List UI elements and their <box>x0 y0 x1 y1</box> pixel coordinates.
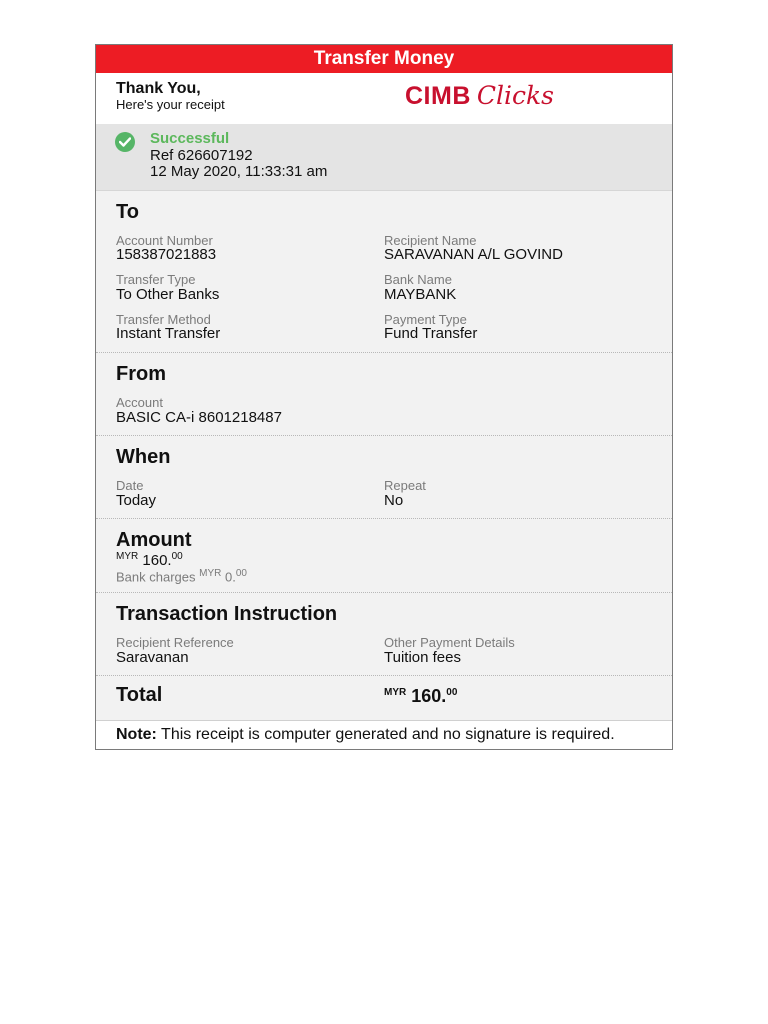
bank-name-label: Bank Name <box>384 272 452 287</box>
status-block <box>96 124 672 191</box>
from-account-label: Account <box>116 395 163 410</box>
transfer-type-value: To Other Banks <box>116 286 220 303</box>
account-number-label: Account Number <box>116 233 213 248</box>
page-title: Transfer Money <box>96 45 672 73</box>
from-section <box>96 353 672 436</box>
thank-you-title: Thank You, <box>116 80 201 97</box>
when-section <box>96 436 672 519</box>
thank-you-block <box>96 73 672 124</box>
to-section <box>96 191 672 353</box>
date-label: Date <box>116 478 144 493</box>
note-label: Note: <box>116 726 157 743</box>
amount-cents: 00 <box>171 551 183 562</box>
recipient-name-label: Recipient Name <box>384 233 477 248</box>
total-value <box>384 686 457 707</box>
other-payment-details-label: Other Payment Details <box>384 635 515 650</box>
total-currency: MYR <box>384 687 407 698</box>
receipt <box>95 44 673 750</box>
transfer-method-value: Instant Transfer <box>116 325 221 342</box>
transfer-type-label: Transfer Type <box>116 272 196 287</box>
logo-brand: CIMB <box>405 82 471 110</box>
bank-charges-cents: 00 <box>235 568 247 579</box>
note-body: This receipt is computer generated and no signature is required. <box>156 726 615 743</box>
recipient-reference-label: Recipient Reference <box>116 635 234 650</box>
status-text: Successful <box>150 130 230 147</box>
receipt-body <box>96 191 672 720</box>
repeat-value: No <box>384 492 404 509</box>
amount-whole: 160. <box>142 552 172 569</box>
bank-name-value: MAYBANK <box>384 286 457 303</box>
total-cents: 00 <box>446 687 458 698</box>
recipient-name-value: SARAVANAN A/L GOVIND <box>384 246 563 263</box>
to-heading: To <box>116 201 139 223</box>
payment-type-value: Fund Transfer <box>384 325 478 342</box>
total-heading: Total <box>116 684 163 706</box>
bank-charges-label: Bank charges <box>116 569 196 585</box>
check-circle-icon <box>115 132 135 152</box>
amount-heading: Amount <box>116 529 192 551</box>
logo-product: Clicks <box>476 81 554 110</box>
amount-value <box>116 551 183 569</box>
date-value: Today <box>116 492 157 509</box>
bank-charges-whole: 0. <box>224 569 236 585</box>
note-text <box>116 726 615 744</box>
cimb-clicks-logo <box>405 81 554 109</box>
transaction-datetime: 12 May 2020, 11:33:31 am <box>150 163 328 180</box>
total-section <box>96 676 672 720</box>
reference-number: Ref 626607192 <box>150 147 253 164</box>
bank-charges <box>116 568 247 584</box>
from-account-value: BASIC CA-i 8601218487 <box>116 409 282 426</box>
thank-you-subtitle: Here's your receipt <box>116 97 225 112</box>
from-heading: From <box>116 363 166 385</box>
amount-currency: MYR <box>116 551 139 562</box>
transaction-instruction-heading: Transaction Instruction <box>116 603 338 625</box>
account-number-value: 158387021883 <box>116 246 217 263</box>
transaction-instruction-section <box>96 593 672 676</box>
total-whole: 160. <box>411 686 447 706</box>
bank-charges-currency: MYR <box>199 568 222 579</box>
recipient-reference-value: Saravanan <box>116 649 189 666</box>
when-heading: When <box>116 446 171 468</box>
note-block <box>96 720 672 749</box>
other-payment-details-value: Tuition fees <box>384 649 461 666</box>
repeat-label: Repeat <box>384 478 426 493</box>
amount-section <box>96 519 672 593</box>
transfer-method-label: Transfer Method <box>116 312 211 327</box>
payment-type-label: Payment Type <box>384 312 467 327</box>
